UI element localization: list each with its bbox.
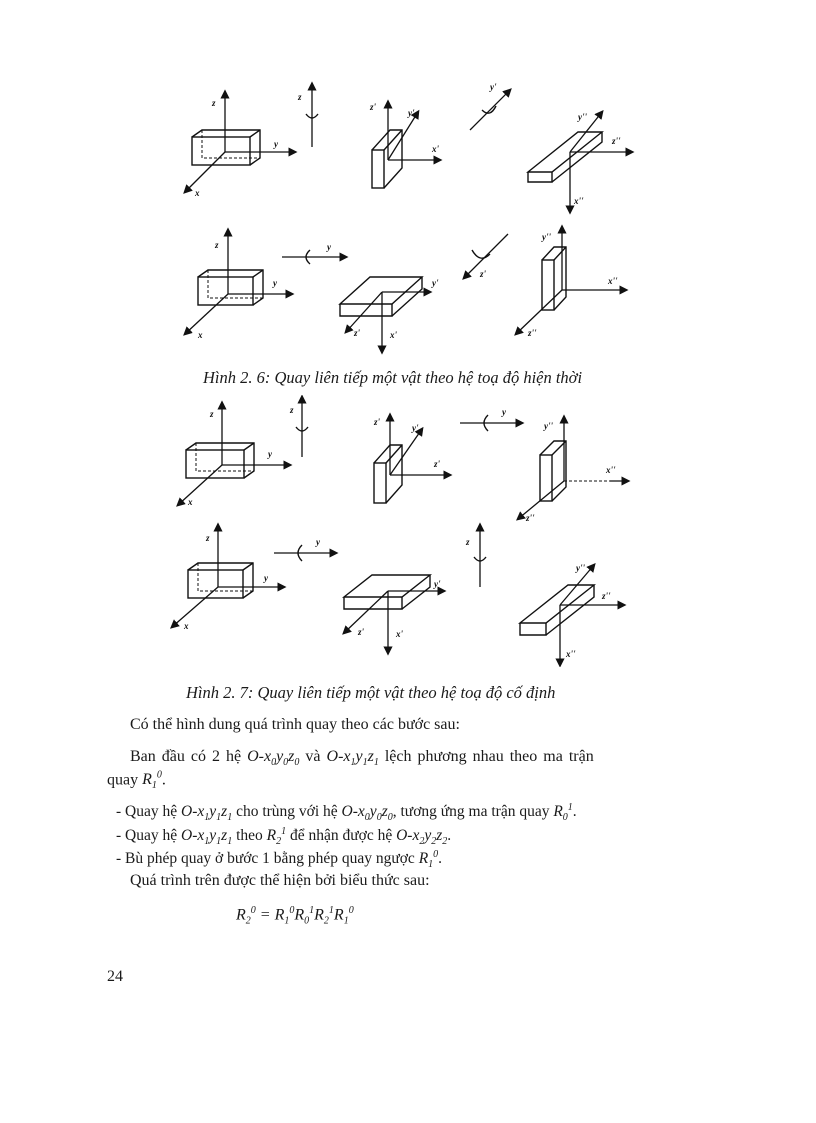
svg-text:y: y [327, 242, 331, 252]
svg-text:z'': z'' [528, 328, 537, 338]
rotation-z-prime-1 [464, 234, 508, 279]
fixed-rotation-y [460, 407, 522, 431]
fixed-box-frame-4 [172, 525, 284, 631]
svg-text:z'': z'' [526, 513, 535, 523]
svg-text:z': z' [374, 417, 381, 427]
step-3: - Bù phép quay ở bước 1 bằng phép quay ngược $R_1^0$. [116, 849, 443, 871]
start-paragraph-line-1: Ban đầu có 2 hệ $O-x_0y_0z_0$ và $O-x_1y_1z_1$ lệch phương nhau theo ma trận [130, 748, 594, 769]
figure-2-7-caption: Hình 2. 7: Quay liên tiếp một vật theo hệ toạ độ cố định [186, 683, 556, 702]
svg-text:z'': z'' [602, 591, 611, 601]
svg-text:x: x [188, 497, 193, 507]
fixed-rotation-z [289, 397, 308, 457]
rotation-z-1 [297, 84, 318, 147]
box-frame-3 [528, 112, 632, 212]
svg-text:z: z [298, 92, 302, 102]
svg-text:z: z [210, 409, 214, 419]
svg-text:y: y [273, 278, 277, 288]
intro-paragraph: Có thể hình dung quá trình quay theo các bước sau: [130, 716, 460, 733]
fixed-rotation-z-2 [465, 525, 486, 587]
box-frame-4 [185, 230, 292, 340]
fixed-rotation-y-2 [274, 537, 336, 561]
svg-text:x': x' [390, 330, 398, 340]
rotation-formula: $R_2^0 = R_1^0R_0^1R_2^1R_1^0$ [236, 905, 354, 927]
svg-text:x'': x'' [574, 196, 584, 206]
svg-text:z': z' [370, 102, 377, 112]
figure-2-7 [150, 395, 670, 667]
svg-text:z: z [466, 537, 470, 547]
svg-text:z'': z'' [612, 136, 621, 146]
svg-text:z': z' [358, 627, 365, 637]
svg-text:y': y' [408, 108, 415, 118]
svg-text:z: z [206, 533, 210, 543]
svg-text:x: x [184, 621, 189, 631]
fixed-box-frame-2 [373, 415, 450, 503]
box-frame-2 [369, 102, 440, 188]
svg-text:y: y [268, 449, 272, 459]
svg-text:y'': y'' [542, 232, 551, 242]
svg-text:y': y' [412, 423, 419, 433]
figure-2-6-caption: Hình 2. 6: Quay liên tiếp một vật theo hệ toạ độ hiện thời [203, 368, 583, 387]
svg-text:y': y' [490, 82, 497, 92]
svg-text:y: y [264, 573, 268, 583]
frame-1: $O-x_1y_1z_1$ [326, 748, 379, 769]
svg-text:x': x' [432, 144, 440, 154]
svg-text:y'': y'' [544, 421, 553, 431]
fixed-box-frame-5 [344, 575, 444, 653]
expression-intro: Quá trình trên được thể hiện bởi biểu thức sau: [130, 872, 430, 889]
box-frame-5 [340, 277, 439, 352]
fixed-box-frame-6 [520, 563, 624, 665]
figure-2-6 [150, 72, 670, 362]
box-frame-1 [185, 92, 295, 198]
svg-text:y: y [316, 537, 320, 547]
frame-0: $O-x_0y_0z_0$ [247, 748, 300, 769]
rotation-y-prime-1 [470, 82, 510, 130]
svg-text:z': z' [354, 328, 361, 338]
svg-text:x': x' [396, 629, 404, 639]
svg-text:x: x [198, 330, 203, 340]
svg-text:x'': x'' [606, 465, 616, 475]
step-2: - Quay hệ $O-x_1y_1z_1$ theo $R_2^1$ để nhận được hệ $O-x_2y_2z_2$. [116, 826, 452, 848]
svg-text:y': y' [434, 579, 441, 589]
svg-text:z: z [215, 240, 219, 250]
svg-text:z: z [212, 98, 216, 108]
box-frame-6 [516, 227, 626, 338]
svg-text:z': z' [434, 459, 441, 469]
fixed-box-frame-1 [178, 403, 290, 507]
svg-text:y'': y'' [576, 563, 585, 573]
svg-text:z': z' [480, 269, 487, 279]
svg-text:y: y [274, 139, 278, 149]
step-1: - Quay hệ $O-x_1y_1z_1$ cho trùng với hệ $O-x_0y_0z_0$, tương ứng ma trận quay $R_0^1$. [116, 802, 577, 824]
rotation-y-1 [282, 242, 346, 264]
svg-text:z: z [290, 405, 294, 415]
svg-text:y: y [502, 407, 506, 417]
svg-text:x'': x'' [566, 649, 576, 659]
svg-text:x: x [195, 188, 200, 198]
fixed-box-frame-3 [518, 417, 628, 523]
svg-text:y': y' [432, 278, 439, 288]
svg-text:x'': x'' [608, 276, 618, 286]
start-paragraph-line-2: quay $R_1^0$. [107, 770, 166, 792]
svg-text:y'': y'' [578, 112, 587, 122]
page-number: 24 [107, 968, 123, 985]
